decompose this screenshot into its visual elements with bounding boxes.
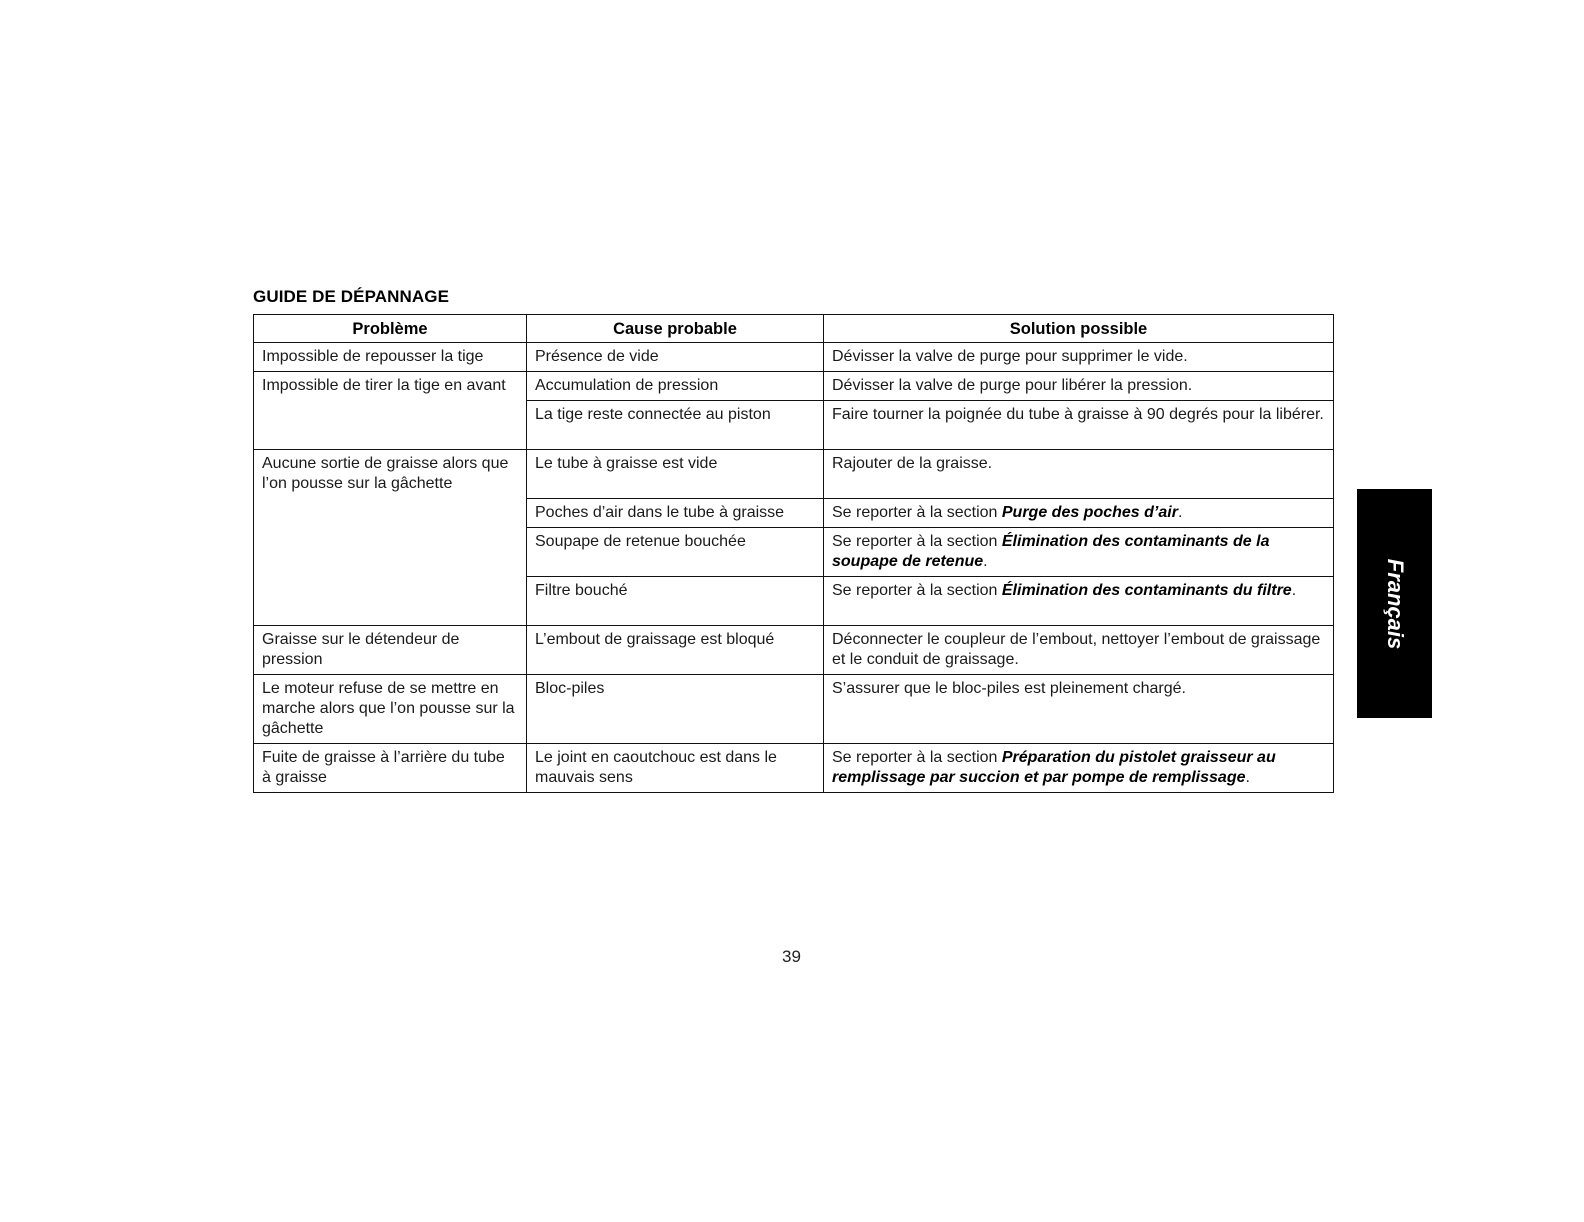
solution-suffix: . bbox=[1291, 582, 1297, 599]
cause-cell: Présence de vide bbox=[527, 343, 824, 372]
table-row bbox=[254, 372, 1334, 401]
cause-cell: Filtre bouché bbox=[527, 577, 824, 626]
table-row bbox=[254, 626, 1334, 675]
solution-cell: Rajouter de la graisse. bbox=[824, 450, 1334, 499]
section-reference: Purge des poches d’air bbox=[1001, 504, 1178, 521]
solution-cell bbox=[824, 499, 1334, 528]
language-tab-label: Français bbox=[1382, 558, 1408, 649]
table-header-row bbox=[254, 315, 1334, 343]
solution-prefix: Se reporter à la section bbox=[832, 749, 1002, 766]
solution-prefix: Se reporter à la section bbox=[832, 533, 1002, 550]
problem-cell: Impossible de tirer la tige en avant bbox=[254, 372, 527, 450]
header-solution: Solution possible bbox=[824, 315, 1334, 343]
section-reference: Élimination des contaminants du filtre bbox=[1001, 582, 1292, 599]
solution-prefix: Se reporter à la section bbox=[832, 504, 1002, 521]
solution-cell: Dévisser la valve de purge pour libérer la pression. bbox=[824, 372, 1334, 401]
cause-cell: L’embout de graissage est bloqué bbox=[527, 626, 824, 675]
solution-suffix: . bbox=[1177, 504, 1183, 521]
table-row bbox=[254, 450, 1334, 499]
solution-cell bbox=[824, 528, 1334, 577]
problem-cell: Graisse sur le détendeur de pression bbox=[254, 626, 527, 675]
cause-cell: Le joint en caoutchouc est dans le mauvais sens bbox=[527, 744, 824, 793]
table-row bbox=[254, 343, 1334, 372]
solution-cell: Déconnecter le coupleur de l’embout, nettoyer l’embout de graissage et le conduit de graissage. bbox=[824, 626, 1334, 675]
problem-cell: Le moteur refuse de se mettre en marche alors que l’on pousse sur la gâchette bbox=[254, 675, 527, 744]
page-number: 39 bbox=[782, 947, 801, 966]
solution-prefix: Se reporter à la section bbox=[832, 582, 1002, 599]
solution-cell: S’assurer que le bloc-piles est pleinement chargé. bbox=[824, 675, 1334, 744]
solution-cell bbox=[824, 577, 1334, 626]
cause-cell: Soupape de retenue bouchée bbox=[527, 528, 824, 577]
problem-cell: Fuite de graisse à l’arrière du tube à graisse bbox=[254, 744, 527, 793]
solution-cell: Faire tourner la poignée du tube à graisse à 90 degrés pour la libérer. bbox=[824, 401, 1334, 450]
troubleshooting-table bbox=[253, 314, 1334, 793]
problem-cell: Impossible de repousser la tige bbox=[254, 343, 527, 372]
solution-cell: Dévisser la valve de purge pour supprimer le vide. bbox=[824, 343, 1334, 372]
language-tab bbox=[1357, 489, 1432, 718]
solution-cell bbox=[824, 744, 1334, 793]
cause-cell: Accumulation de pression bbox=[527, 372, 824, 401]
cause-cell: Le tube à graisse est vide bbox=[527, 450, 824, 499]
header-cause: Cause probable bbox=[527, 315, 824, 343]
table-row bbox=[254, 744, 1334, 793]
cause-cell: La tige reste connectée au piston bbox=[527, 401, 824, 450]
solution-suffix: . bbox=[983, 553, 988, 570]
cause-cell: Poches d’air dans le tube à graisse bbox=[527, 499, 824, 528]
section-reference: Élimination des contaminants de la soupape de retenue bbox=[832, 533, 1270, 570]
section-reference: Préparation du pistolet graisseur au remplissage par succion et par pompe de remplissage bbox=[832, 749, 1276, 786]
header-problem: Problème bbox=[254, 315, 527, 343]
cause-cell: Bloc-piles bbox=[527, 675, 824, 744]
solution-suffix: . bbox=[1245, 769, 1250, 786]
section-title: GUIDE DE DÉPANNAGE bbox=[253, 287, 450, 306]
problem-cell: Aucune sortie de graisse alors que l’on pousse sur la gâchette bbox=[254, 450, 527, 626]
table-row bbox=[254, 675, 1334, 744]
